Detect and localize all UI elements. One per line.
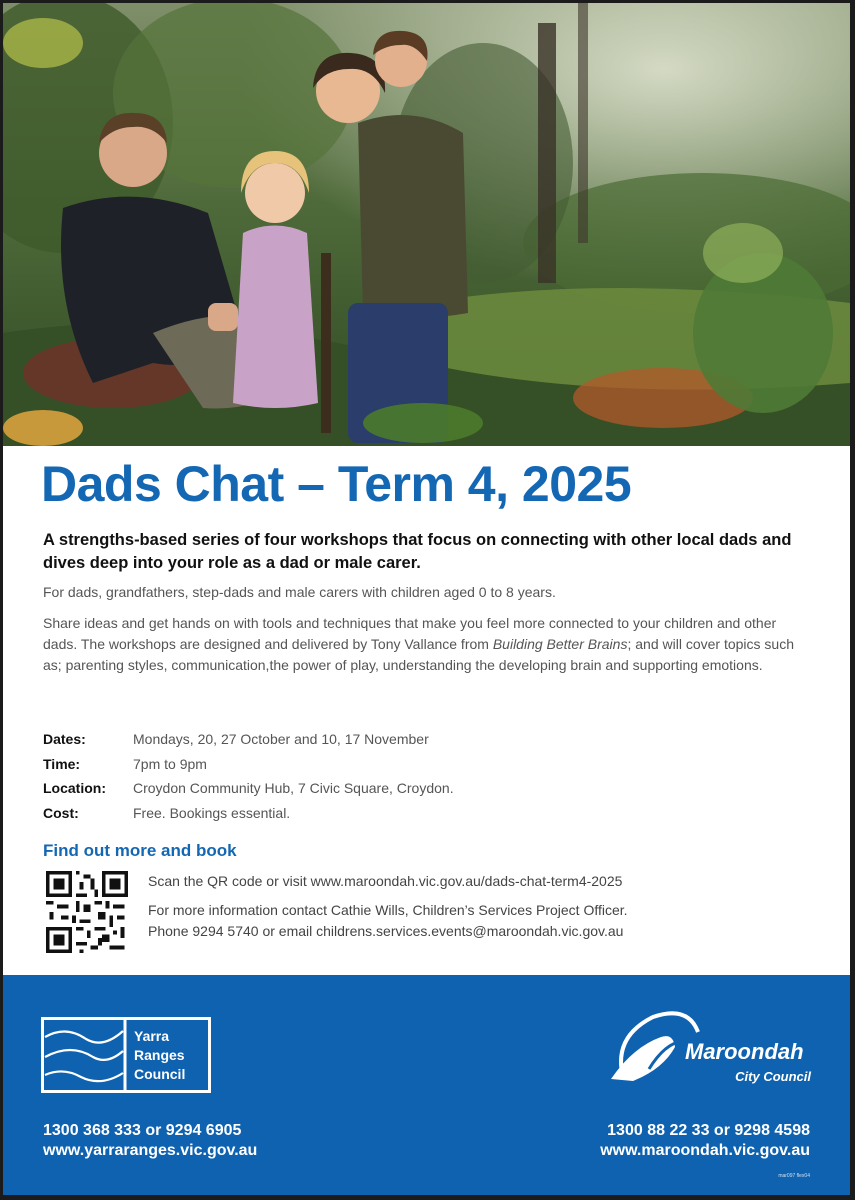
detail-row-dates bbox=[43, 727, 803, 752]
detail-row-time bbox=[43, 752, 803, 777]
detail-label: Location: bbox=[43, 780, 106, 797]
detail-row-cost bbox=[43, 801, 803, 826]
yarra-ranges-logo-icon bbox=[41, 1017, 211, 1093]
yarra-ranges-logo-graphic bbox=[41, 1017, 211, 1093]
qr-code-graphic bbox=[43, 871, 131, 953]
detail-label: Time: bbox=[43, 755, 81, 772]
maroondah-phone[interactable]: 1300 88 22 33 or 9298 4598 bbox=[607, 1122, 810, 1139]
event-details bbox=[43, 727, 803, 825]
organisation-name: Building Better Brains bbox=[492, 636, 628, 652]
detail-row-location bbox=[43, 776, 803, 801]
maroondah-logo-sub: City Council bbox=[735, 1069, 811, 1084]
maroondah-website-link[interactable]: www.maroondah.vic.gov.au bbox=[600, 1142, 810, 1159]
footer-band bbox=[3, 975, 850, 1195]
yarra-website-link[interactable]: www.yarraranges.vic.gov.au bbox=[43, 1142, 258, 1159]
hero-photo bbox=[3, 3, 850, 446]
qr-code-icon[interactable] bbox=[43, 871, 131, 953]
yarra-logo-word: Ranges bbox=[134, 1047, 185, 1063]
maroondah-contact bbox=[600, 1121, 810, 1161]
maroondah-logo-graphic bbox=[603, 1007, 818, 1089]
qr-instructions[interactable]: Scan the QR code or visit www.maroondah.vic.gov.au/dads-chat-term4-2025 bbox=[148, 873, 623, 889]
yarra-logo-word: Yarra bbox=[134, 1028, 170, 1044]
find-out-more-heading: Find out more and book bbox=[43, 841, 237, 860]
detail-label: Dates: bbox=[43, 731, 86, 748]
yarra-contact bbox=[43, 1121, 257, 1161]
lead-paragraph: A strengths-based series of four workshops that focus on connecting with other local dads and dives deep into your role as a dad or male carer. bbox=[43, 531, 792, 572]
contact-line-2[interactable]: Phone 9294 5740 or email childrens.services.events@maroondah.vic.gov.au bbox=[148, 923, 624, 939]
contact-line-1: For more information contact Cathie Wills, Children’s Services Project Officer. bbox=[148, 902, 628, 918]
publication-code: mar097 flex04 bbox=[778, 1173, 810, 1179]
detail-value: Mondays, 20, 27 October and 10, 17 November bbox=[133, 731, 429, 748]
detail-value: 7pm to 9pm bbox=[133, 755, 207, 772]
yarra-phone[interactable]: 1300 368 333 or 9294 6905 bbox=[43, 1122, 242, 1139]
maroondah-logo-icon bbox=[603, 1007, 818, 1089]
detail-value: Croydon Community Hub, 7 Civic Square, Croydon. bbox=[133, 780, 454, 797]
description-paragraph bbox=[43, 613, 813, 676]
detail-label: Cost: bbox=[43, 804, 79, 821]
description-part1: Share ideas and get hands on with tools and techniques that make you feel more connected to your children and other dads. The workshops are designed and delivered by Tony Vallance from bbox=[43, 615, 777, 652]
garden-family-illustration bbox=[3, 3, 850, 446]
description-part2: ; and will cover topics such as; parenting styles, communication,the power of play, understanding the developing brain and supporting emotions. bbox=[43, 636, 794, 673]
detail-value: Free. Bookings essential. bbox=[133, 804, 291, 821]
page-title: Dads Chat – Term 4, 2025 bbox=[41, 456, 632, 512]
flyer-page bbox=[3, 3, 850, 1195]
yarra-logo-word: Council bbox=[134, 1066, 186, 1082]
audience-text: For dads, grandfathers, step-dads and male carers with children aged 0 to 8 years. bbox=[43, 584, 556, 600]
maroondah-logo-name: Maroondah bbox=[685, 1039, 804, 1064]
contact-info bbox=[148, 871, 808, 942]
